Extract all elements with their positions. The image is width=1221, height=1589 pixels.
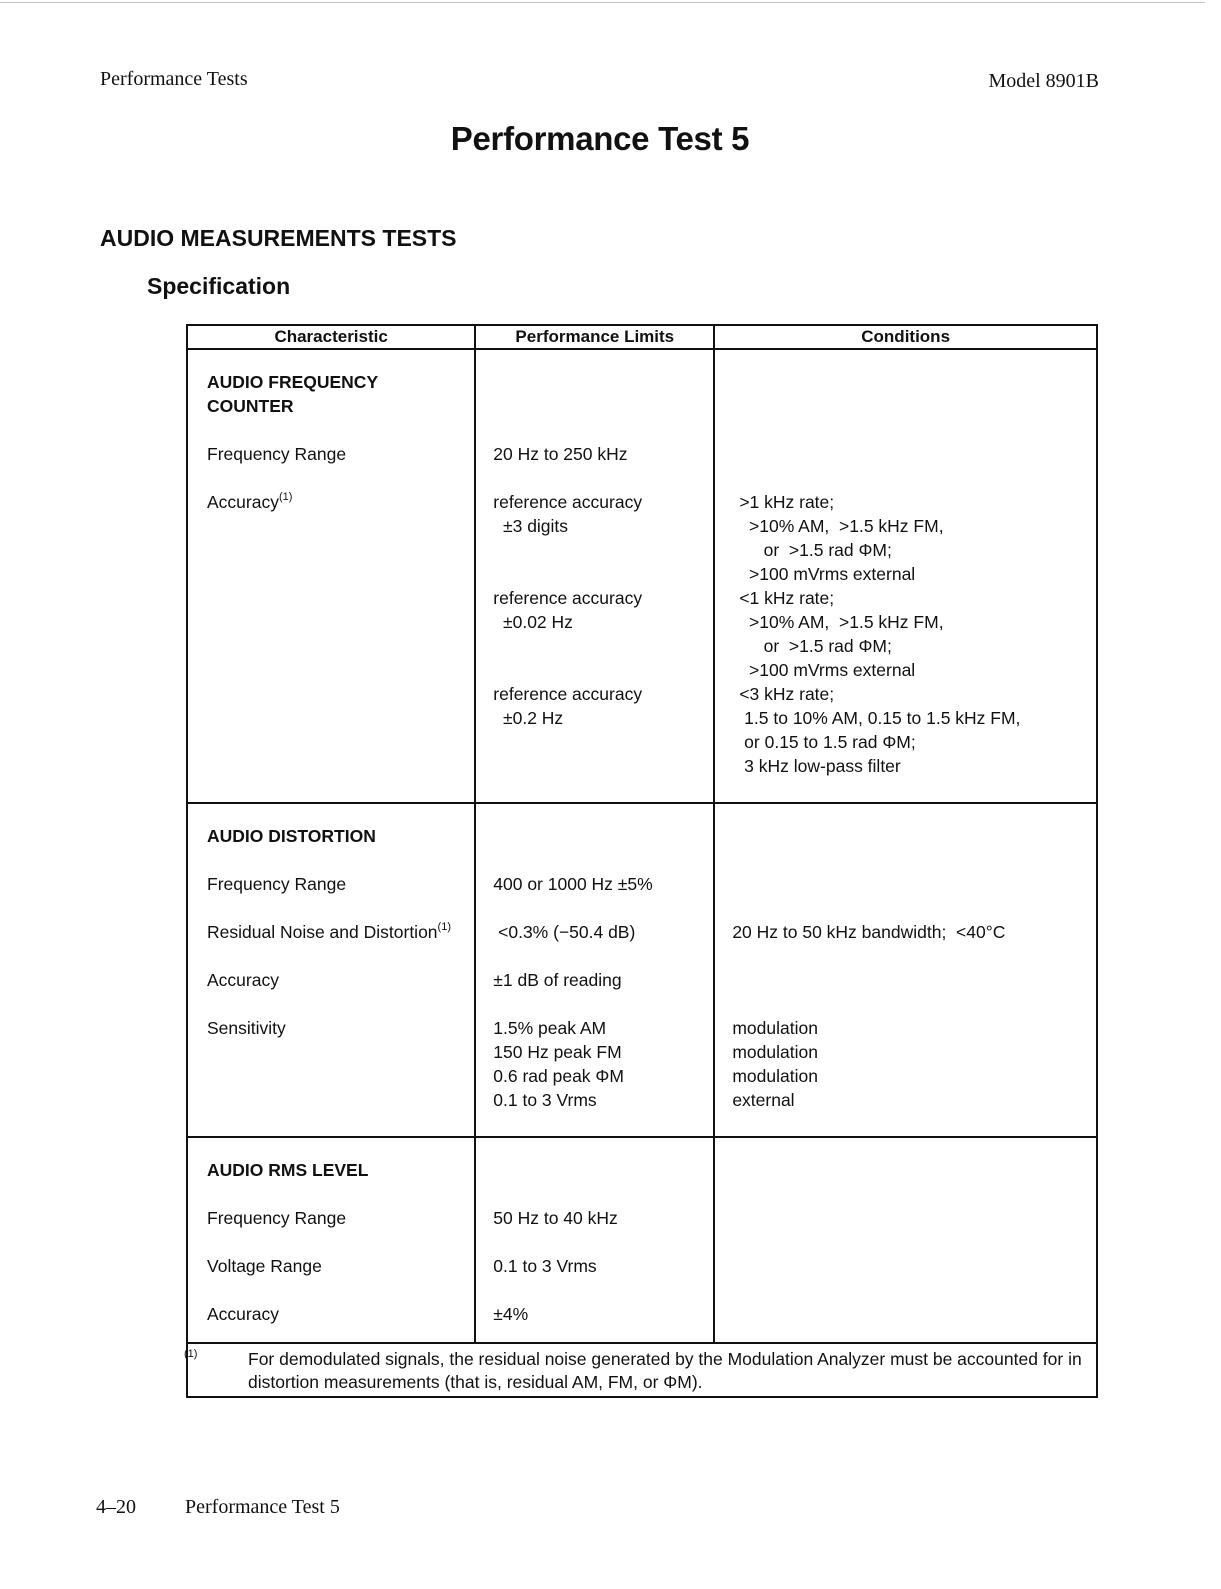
characteristic-cell bbox=[187, 803, 475, 1137]
sub-heading: Specification bbox=[147, 273, 291, 299]
group-audio-distortion bbox=[187, 803, 1097, 1137]
group-heading-line: COUNTER bbox=[207, 396, 294, 416]
column-header-conditions: Conditions bbox=[714, 325, 1097, 349]
row-label: Accuracy bbox=[207, 970, 279, 990]
limit-line: 1.5% peak AM bbox=[493, 1018, 607, 1038]
page-title: Performance Test 5 bbox=[450, 120, 750, 157]
limit-line: 0.1 to 3 Vrms bbox=[493, 1090, 597, 1110]
row-label: Sensitivity bbox=[207, 1018, 286, 1038]
limit-line: ±0.2 Hz bbox=[493, 708, 564, 728]
condition-line: or 0.15 to 1.5 rad ΦM; bbox=[739, 732, 916, 752]
freq-range-label: Frequency Range bbox=[207, 444, 347, 464]
row-label: Frequency Range bbox=[207, 874, 347, 894]
limit-line: reference accuracy bbox=[493, 588, 643, 608]
condition-line: modulation bbox=[732, 1042, 818, 1062]
page-number: 4–20 bbox=[96, 1496, 136, 1518]
characteristic-cell bbox=[187, 1137, 475, 1343]
group-heading: AUDIO RMS LEVEL bbox=[207, 1160, 369, 1180]
row-label: Accuracy bbox=[207, 1304, 279, 1324]
limits-cell bbox=[475, 803, 714, 1137]
limit-line: 400 or 1000 Hz ±5% bbox=[493, 874, 653, 894]
condition-line: >100 mVrms external bbox=[739, 660, 916, 680]
column-header-performance-limits: Performance Limits bbox=[475, 325, 714, 349]
condition-line: or >1.5 rad ΦM; bbox=[739, 540, 892, 560]
condition-line: >100 mVrms external bbox=[739, 564, 916, 584]
row-label: Voltage Range bbox=[207, 1256, 322, 1276]
running-header-left: Performance Tests bbox=[100, 68, 248, 90]
condition-line: external bbox=[732, 1090, 795, 1110]
conditions-cell bbox=[714, 349, 1097, 803]
footer-title: Performance Test 5 bbox=[185, 1496, 340, 1518]
condition-line: modulation bbox=[732, 1066, 818, 1086]
footnote-text: For demodulated signals, the residual noise generated by the Modulation Analyzer must be accounted for in distortion measurements (that is, residual AM, FM, or ΦM). bbox=[248, 1349, 1082, 1392]
condition-line: 1.5 to 10% AM, 0.15 to 1.5 kHz FM, bbox=[739, 708, 1021, 728]
condition-line: >10% AM, >1.5 kHz FM, bbox=[739, 612, 944, 632]
group-audio-frequency-counter bbox=[187, 349, 1097, 803]
limit-line: ±1 dB of reading bbox=[493, 970, 622, 990]
limit-line: 0.6 rad peak ΦM bbox=[493, 1066, 624, 1086]
limit-line: ±0.02 Hz bbox=[493, 612, 573, 632]
column-header-characteristic: Characteristic bbox=[187, 325, 475, 349]
running-header-right: Model 8901B bbox=[988, 70, 1099, 92]
table-header-row bbox=[187, 325, 1097, 349]
specification-table bbox=[186, 324, 1098, 1398]
limits-cell bbox=[475, 349, 714, 803]
condition-line: <1 kHz rate; bbox=[739, 588, 835, 608]
row-label: Frequency Range bbox=[207, 1208, 347, 1228]
condition-line: 3 kHz low-pass filter bbox=[739, 756, 901, 776]
section-heading: AUDIO MEASUREMENTS TESTS bbox=[100, 225, 457, 251]
footnote-row bbox=[187, 1343, 1097, 1397]
condition-line: >10% AM, >1.5 kHz FM, bbox=[739, 516, 944, 536]
conditions-cell bbox=[714, 803, 1097, 1137]
limit-line: 150 Hz peak FM bbox=[493, 1042, 622, 1062]
limit-line: 50 Hz to 40 kHz bbox=[493, 1208, 618, 1228]
condition-line: modulation bbox=[732, 1018, 818, 1038]
group-heading: AUDIO DISTORTION bbox=[207, 826, 376, 846]
limit-line: reference accuracy bbox=[493, 684, 643, 704]
group-heading-line: AUDIO FREQUENCY bbox=[207, 372, 379, 392]
footnote-ref: (1) bbox=[278, 491, 293, 503]
limit-line: reference accuracy bbox=[493, 492, 643, 512]
conditions-cell bbox=[714, 1137, 1097, 1343]
characteristic-cell bbox=[187, 349, 475, 803]
row-label: Residual Noise and Distortion$^{(1)}$ bbox=[207, 921, 451, 942]
condition-line: or >1.5 rad ΦM; bbox=[739, 636, 892, 656]
condition-line: >1 kHz rate; bbox=[739, 492, 835, 512]
limit-line: 0.1 to 3 Vrms bbox=[493, 1256, 597, 1276]
footnote-ref: (1) bbox=[437, 921, 451, 933]
accuracy-label: Accuracy$^{(1)}$ bbox=[207, 491, 293, 512]
group-audio-rms-level bbox=[187, 1137, 1097, 1343]
limit-line: ±3 digits bbox=[493, 516, 569, 536]
top-rule bbox=[0, 2, 1205, 3]
condition-line: <3 kHz rate; bbox=[739, 684, 835, 704]
condition-line: 20 Hz to 50 kHz bandwidth; <40°C bbox=[732, 922, 1006, 942]
footnote: $^{(1)}$ For demodulated signals, the residual noise generated by the Modulation Analyzer must be accounted for in distortion measurements (that is, residual AM, FM, or ΦM). bbox=[187, 1343, 1097, 1397]
limit-line: <0.3% (−50.4 dB) bbox=[493, 922, 636, 942]
freq-range-value: 20 Hz to 250 kHz bbox=[493, 444, 628, 464]
limit-line: ±4% bbox=[493, 1304, 529, 1324]
limits-cell bbox=[475, 1137, 714, 1343]
